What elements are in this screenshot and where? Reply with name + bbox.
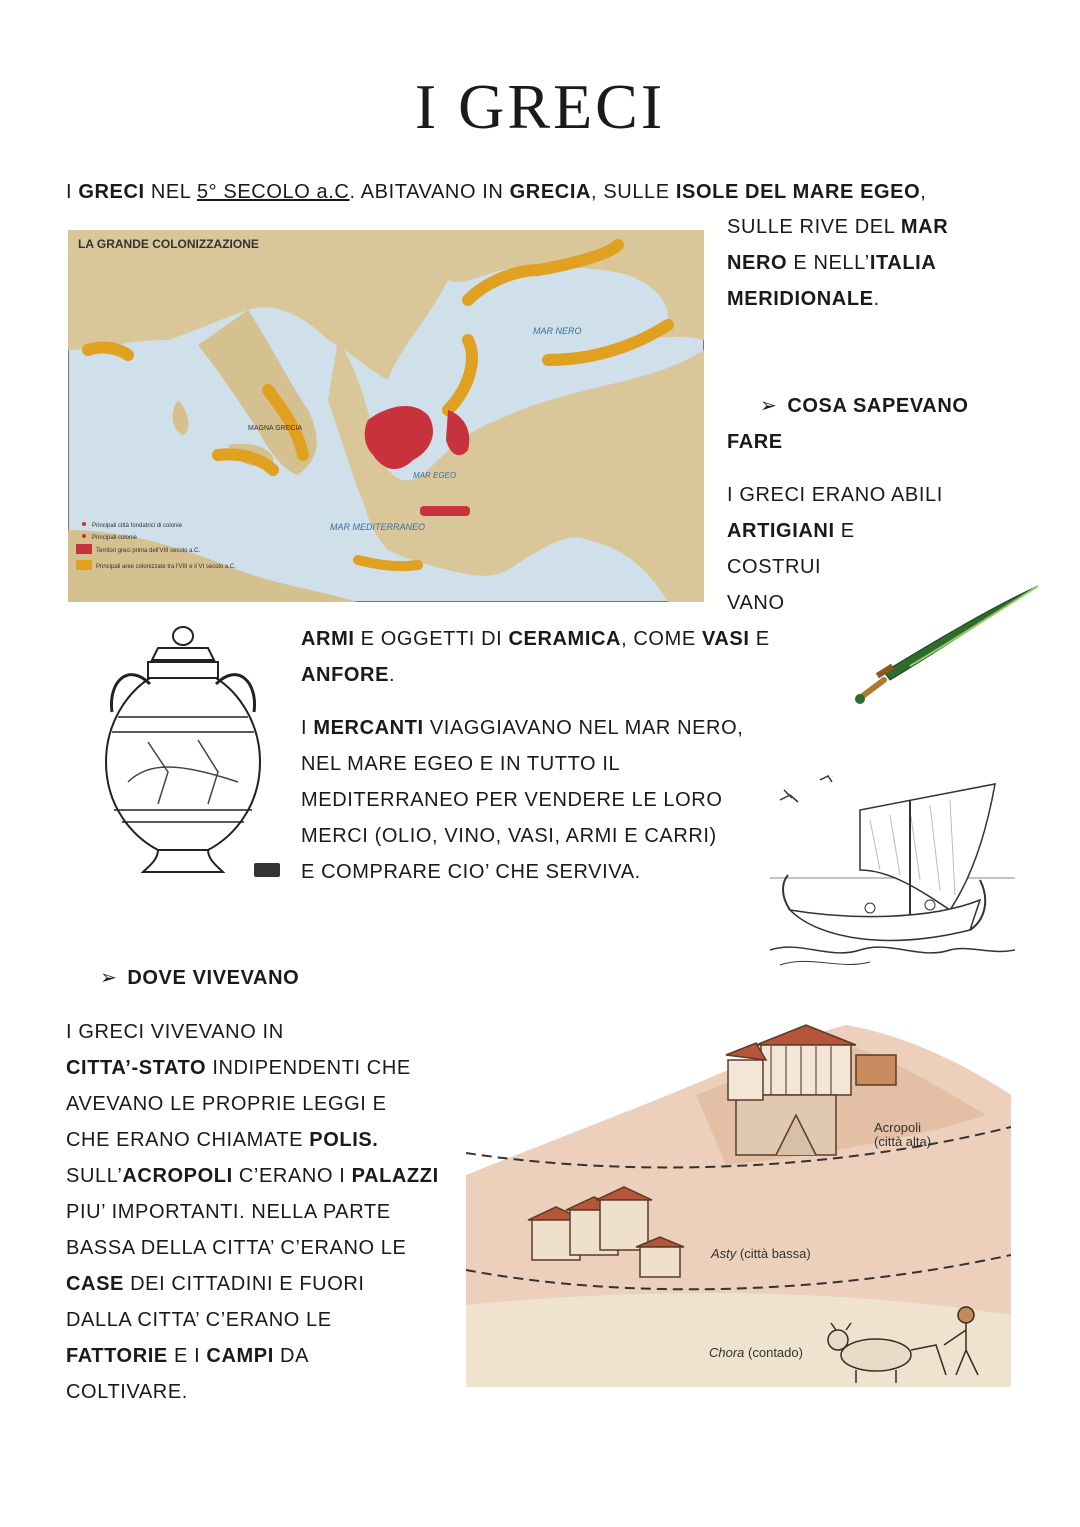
sapevano-text: E <box>834 520 855 542</box>
dove-text: C’ERANO I <box>232 1165 352 1187</box>
dove-polis: POLIS. <box>309 1129 379 1151</box>
intro-nero: NERO <box>727 252 788 274</box>
map-sea-egeo: MAR EGEO <box>413 471 457 480</box>
heading-fare: FARE <box>727 431 783 453</box>
polis-diagram <box>466 1015 1011 1387</box>
dove-line-4 <box>66 1122 378 1158</box>
dove-line-6: PIU’ IMPORTANTI. NELLA PARTE <box>66 1201 391 1223</box>
intro-line-2 <box>727 209 1027 245</box>
map-sea-med: MAR MEDITERRANEO <box>330 522 426 532</box>
dove-campi: CAMPI <box>206 1345 274 1367</box>
keyboard-icon <box>254 863 280 877</box>
dove-line-8 <box>66 1266 365 1302</box>
intro-line-3 <box>727 245 1027 281</box>
dove-text: E I <box>167 1345 207 1367</box>
asty-label-name: Asty <box>711 1246 737 1261</box>
dove-line-9: DALLA CITTA’ C’ERANO LE <box>66 1309 332 1331</box>
mercanti-line-1 <box>301 710 821 746</box>
dove-text: DA <box>273 1345 310 1367</box>
map-sea-nero: MAR NERO <box>533 326 582 336</box>
chora-label <box>709 1345 803 1360</box>
acropoli-label: Acropoli <box>874 1120 921 1135</box>
sapevano-line-3: COSTRUI <box>727 556 822 578</box>
dove-line-1: I GRECI VIVEVANO IN <box>66 1021 284 1043</box>
heading-text: COSA SAPEVANO <box>787 395 969 417</box>
page-title: I GRECI <box>414 71 666 142</box>
sapevano-armi: ARMI <box>301 628 355 650</box>
mercanti-bold: MERCANTI <box>313 717 424 739</box>
intro-meridionale: MERIDIONALE <box>727 288 874 310</box>
ship-illustration <box>770 770 1015 975</box>
intro-mar: MAR <box>900 216 949 238</box>
intro-text: SULLE RIVE DEL <box>727 216 901 238</box>
mercanti-line-2: NEL MARE EGEO E IN TUTTO IL <box>301 753 621 775</box>
sapevano-line-5 <box>301 621 821 657</box>
map-legend-item: Principali colonie <box>92 535 138 541</box>
intro-text: , SULLE <box>591 181 676 203</box>
sapevano-vasi: VASI <box>701 628 750 650</box>
intro-text: . <box>873 288 880 310</box>
sapevano-line-1: I GRECI ERANO ABILI <box>727 484 943 506</box>
sapevano-text: E OGGETTI DI <box>354 628 509 650</box>
intro-greci: GRECI <box>78 181 145 203</box>
dove-case: CASE <box>66 1273 124 1295</box>
mercanti-line-4: MERCI (OLIO, VINO, VASI, ARMI E CARRI) <box>301 825 717 847</box>
dove-line-10 <box>66 1338 309 1374</box>
intro-line-4 <box>727 281 1027 317</box>
asty-label-sub: (città bassa) <box>736 1246 811 1261</box>
chora-label-name: Chora <box>709 1345 745 1360</box>
dove-line-3: AVEVANO LE PROPRIE LEGGI E <box>66 1093 387 1115</box>
dove-palazzi: PALAZZI <box>351 1165 439 1187</box>
sapevano-anfore: ANFORE <box>301 664 390 686</box>
mercanti-line-3: MEDITERRANEO PER VENDERE LE LORO <box>301 789 723 811</box>
dove-text: SULL’ <box>66 1165 123 1187</box>
mercanti-line-5: E COMPRARE CIO’ CHE SERVIVA. <box>301 861 641 883</box>
dove-line-5 <box>66 1158 439 1194</box>
chora-label-sub: (contado) <box>744 1345 803 1360</box>
sapevano-ceramica: CERAMICA <box>508 628 622 650</box>
sapevano-text: E <box>749 628 770 650</box>
dove-fattorie: FATTORIE <box>66 1345 168 1367</box>
intro-grecia: GRECIA <box>509 181 592 203</box>
arrow-bullet-icon: ➢ <box>100 967 118 989</box>
heading-text: DOVE VIVEVANO <box>127 967 300 989</box>
sword-illustration <box>850 580 1045 710</box>
map-legend-item: Principali città fondatrici di colonie <box>92 523 183 529</box>
dove-text: INDIPENDENTI CHE <box>206 1057 411 1079</box>
dove-line-11: COLTIVARE. <box>66 1381 188 1403</box>
dove-acropoli: ACROPOLI <box>122 1165 233 1187</box>
sapevano-line-6 <box>301 657 395 693</box>
mercanti-text: I <box>301 717 314 739</box>
intro-text: . ABITAVANO IN <box>349 181 510 203</box>
intro-text: I <box>66 181 79 203</box>
arrow-bullet-icon: ➢ <box>760 395 778 417</box>
intro-century: 5° SECOLO a.C <box>196 181 350 203</box>
dove-citta-stato: CITTA’-STATO <box>66 1057 207 1079</box>
intro-text: NEL <box>144 181 197 203</box>
dove-line-7: BASSA DELLA CITTA’ C’ERANO LE <box>66 1237 407 1259</box>
sapevano-text: . <box>389 664 396 686</box>
sapevano-artigiani: ARTIGIANI <box>727 520 835 542</box>
mercanti-text: VIAGGIAVANO NEL MAR NERO, <box>423 717 744 739</box>
intro-isole: ISOLE DEL MARE EGEO <box>675 181 921 203</box>
intro-italia: ITALIA <box>869 252 937 274</box>
dove-text: DEI CITTADINI E FUORI <box>123 1273 365 1295</box>
intro-text: E NELL’ <box>787 252 870 274</box>
asty-label <box>710 1246 811 1261</box>
colonization-map <box>68 230 704 602</box>
sapevano-line-2 <box>727 513 855 549</box>
map-legend-item: Principali aree colonizzate tra l'VIII e il VI secolo a.C. <box>96 564 236 570</box>
sapevano-line-4: VANO <box>727 592 785 614</box>
amphora-illustration <box>88 622 278 880</box>
dove-text: CHE ERANO CHIAMATE <box>66 1129 310 1151</box>
map-magna-grecia: MAGNA GRECIA <box>248 425 303 432</box>
map-title: LA GRANDE COLONIZZAZIONE <box>78 237 259 251</box>
heading-cosa-sapevano <box>760 388 969 424</box>
map-legend-item: Territori greci prima dell'VIII secolo a.C. <box>96 548 201 554</box>
sapevano-text: , COME <box>621 628 702 650</box>
intro-line-1 <box>66 174 996 210</box>
acropoli-sub-label: (città alta) <box>874 1134 932 1149</box>
intro-text: , <box>920 181 927 203</box>
heading-dove-vivevano <box>100 960 299 996</box>
dove-line-2 <box>66 1050 411 1086</box>
